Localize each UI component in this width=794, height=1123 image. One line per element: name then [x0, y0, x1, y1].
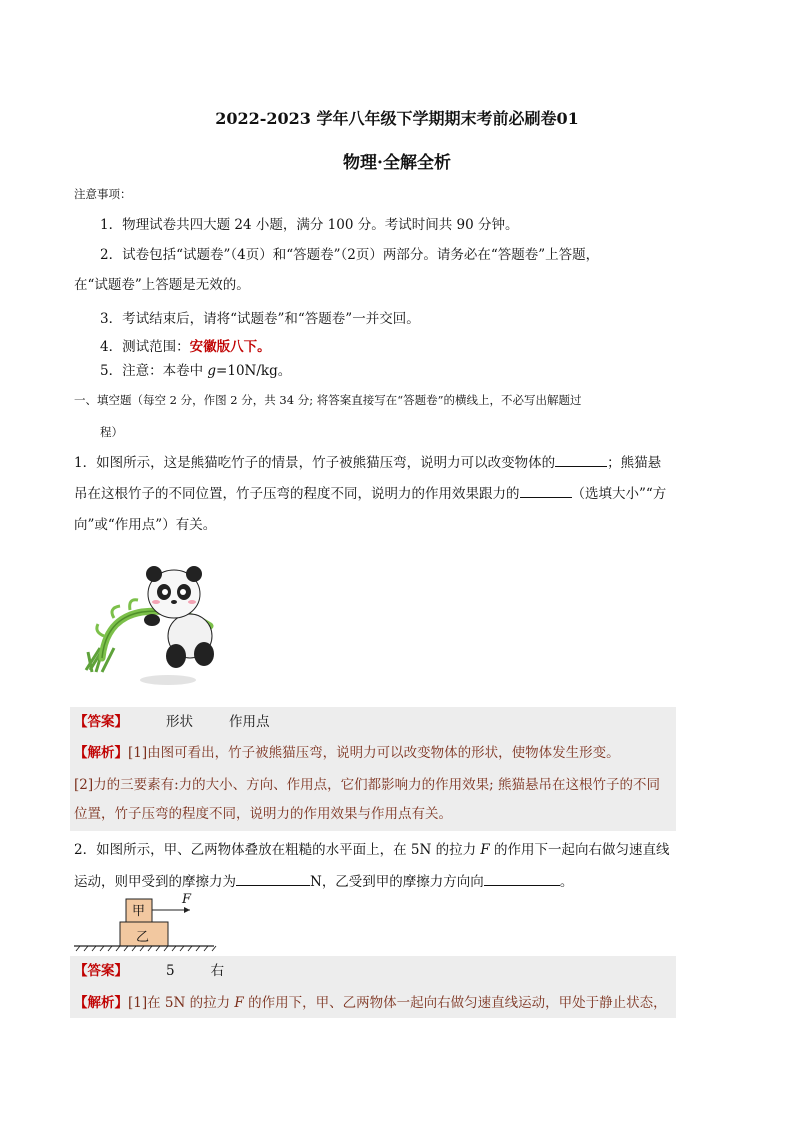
notes-item-1: 1．物理试卷共四大题 24 小题，满分 100 分。考试时间共 90 分钟。: [100, 217, 519, 233]
q1-analysis-1: [74, 743, 679, 763]
notes-item-4-prefix: 4．测试范围：: [100, 339, 190, 355]
q1-text-1a: 1．如图所示，这是熊猫吃竹子的情景，竹子被熊猫压弯，说明力可以改变物体的: [74, 455, 556, 471]
q1-line-3: 向”或“作用点”）有关。: [74, 517, 217, 533]
section-heading-cont: 程）: [100, 425, 123, 439]
q2-analysis-1: [74, 993, 679, 1013]
q1-text-1b: ；熊猫悬: [607, 455, 662, 471]
answer-label: 【答案】: [74, 714, 128, 730]
answer-label: 【答案】: [74, 963, 128, 979]
notes-item-2: 2．试卷包括“试题卷”（4页）和“答题卷”（2页）两部分。请务必在“答题卷”上答题，: [100, 247, 600, 263]
notes-item-5-suffix: =10N/kg。: [216, 363, 292, 379]
q1-line-2: [74, 483, 679, 504]
notes-item-5-prefix: 5．注意：本卷中: [100, 363, 208, 379]
document-subtitle: 物理·全解全析: [343, 153, 451, 173]
q2-answer: [74, 961, 679, 981]
q2-text-2c: 。: [559, 874, 574, 890]
q1-text-2a: 吊在这根竹子的不同位置，竹子压弯的程度不同，说明力的作用效果跟力的: [74, 486, 520, 502]
analysis-text-b: 的作用下，甲、乙两物体一起向右做匀速直线运动，甲处于静止状态，: [243, 995, 667, 1011]
blocks-figure: [72, 894, 220, 952]
answer-1: 5: [166, 963, 175, 979]
block-bottom-label: 乙: [136, 930, 150, 945]
answer-2: 作用点: [229, 714, 270, 730]
q1-analysis-2: [2]力的三要素有:力的大小、方向、作用点，它们都影响力的作用效果; 熊猫悬吊在这根竹子的不同: [74, 777, 661, 793]
answer-1: 形状: [166, 714, 193, 730]
analysis-label: 【解析】: [74, 745, 128, 761]
force-symbol: F: [234, 995, 244, 1011]
q1-answer: [74, 712, 679, 732]
block-top-label: 甲: [132, 904, 146, 919]
notes-item-2-cont: 在“试题卷”上答题是无效的。: [74, 277, 250, 293]
q2-text-2a: 运动，则甲受到的摩擦力为: [74, 874, 236, 890]
panda-bamboo-illustration: [72, 548, 224, 696]
analysis-text: [1]由图可看出，竹子被熊猫压弯，说明力可以改变物体的形状，使物体发生形变。: [128, 745, 620, 761]
notes-item-5: [100, 361, 705, 381]
answer-blank: [520, 483, 572, 498]
document-title: 2022-2023 学年八年级下学期期末考前必刷卷01: [215, 109, 579, 128]
analysis-text-a: [1]在 5N 的拉力: [128, 995, 235, 1011]
notes-item-3: 3．考试结束后，请将“试题卷”和“答题卷”一并交回。: [100, 311, 420, 327]
notes-heading: 注意事项：: [74, 187, 132, 201]
section-heading: 一、填空题（每空 2 分，作图 2 分，共 34 分; 将答案直接写在“答题卷”的横线上，不必写出解题过: [74, 393, 582, 407]
gravity-symbol: g: [207, 363, 217, 379]
q2-line-2: [74, 871, 679, 892]
answer-blank: [484, 871, 560, 886]
answer-blank: [555, 452, 607, 467]
notes-item-4: [100, 337, 705, 357]
force-symbol: F: [480, 842, 490, 858]
panda-icon: [72, 548, 224, 696]
analysis-label: 【解析】: [74, 995, 128, 1011]
q2-text-1a: 2．如图所示，甲、乙两物体叠放在粗糙的水平面上，在 5N 的拉力: [74, 842, 481, 858]
q1-analysis-3: 位置，竹子压弯的程度不同，说明力的作用效果与作用点有关。: [74, 806, 452, 822]
q1-line-1: [74, 452, 679, 473]
q2-text-2b: N，乙受到甲的摩擦力方向向: [310, 874, 484, 890]
force-label: F: [182, 892, 192, 907]
q2-text-1b: 的作用下一起向右做匀速直线: [489, 842, 670, 858]
answer-blank: [236, 871, 310, 886]
answer-2: 右: [210, 963, 225, 979]
q1-text-2b: （选填大小”“方: [571, 486, 667, 502]
scope-highlight: 安徽版八下。: [189, 339, 271, 355]
q2-line-1: [74, 840, 679, 860]
